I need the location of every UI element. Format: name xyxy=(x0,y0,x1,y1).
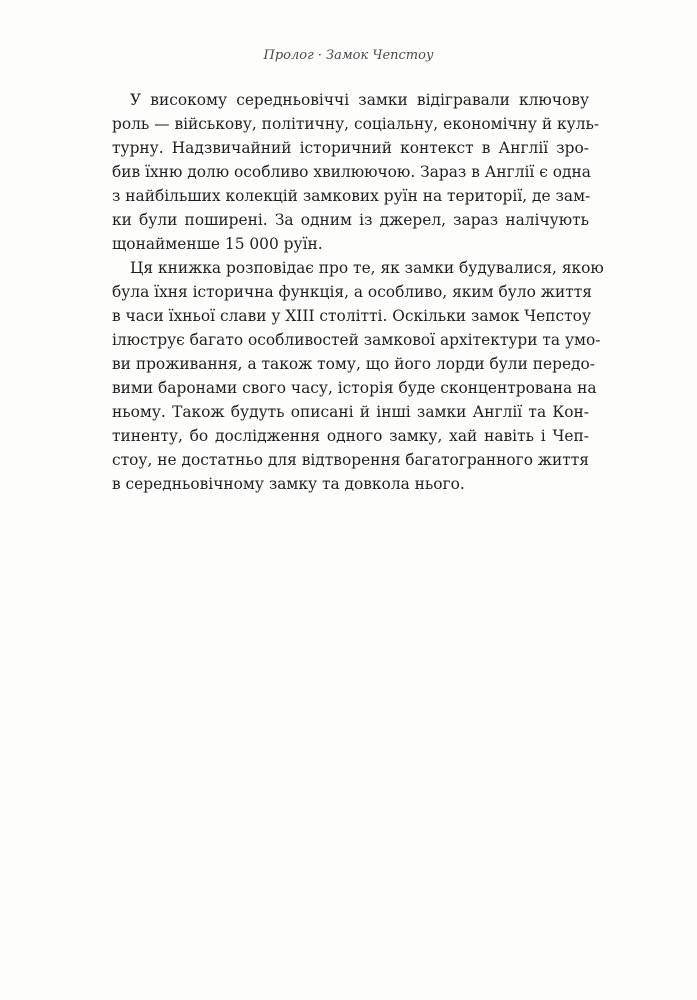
running-head: Пролог · Замок Чепстоу xyxy=(263,48,434,63)
text-line: роль — військову, політичну, соціальну, економічну й куль- xyxy=(112,115,600,133)
text-line: бив їхню долю особливо хвилюючою. Зараз в Англії є одна xyxy=(112,163,591,181)
text-line: в середньовічному замку та довкола нього. xyxy=(112,475,465,493)
text-line: ілюструє багато особливостей замкової архітектури та умо- xyxy=(112,331,601,349)
text-line: з найбільших колекцій замкових руїн на території, де зам- xyxy=(112,187,591,205)
text-line: тиненту, бо дослідження одного замку, хай навіть і Чеп- xyxy=(112,427,589,445)
body-text xyxy=(112,88,604,496)
text-line: була їхня історична функція, а особливо, яким було життя xyxy=(112,283,592,301)
text-line: ки були поширені. За одним із джерел, зараз налічують xyxy=(112,211,589,229)
paragraph-1 xyxy=(112,88,600,256)
text-line: Ця книжка розповідає про те, як замки будувалися, якою xyxy=(130,259,604,277)
text-line: щонайменше 15 000 руїн. xyxy=(112,235,323,253)
text-line: У високому середньовіччі замки відігравали ключову xyxy=(130,91,589,109)
text-line: вими баронами свого часу, історія буде сконцентрована на xyxy=(112,379,597,397)
text-line: ви проживання, а також тому, що його лорди були передо- xyxy=(112,355,595,373)
text-line: стоу, не достатньо для відтворення багатогранного життя xyxy=(112,451,590,469)
paragraph-2 xyxy=(112,256,604,496)
text-line: ньому. Також будуть описані й інші замки Англії та Кон- xyxy=(112,403,589,421)
text-line: в часи їхньої слави у XIII столітті. Оскільки замок Чепстоу xyxy=(112,307,591,325)
text-line: турну. Надзвичайний історичний контекст в Англії зро- xyxy=(112,139,589,157)
